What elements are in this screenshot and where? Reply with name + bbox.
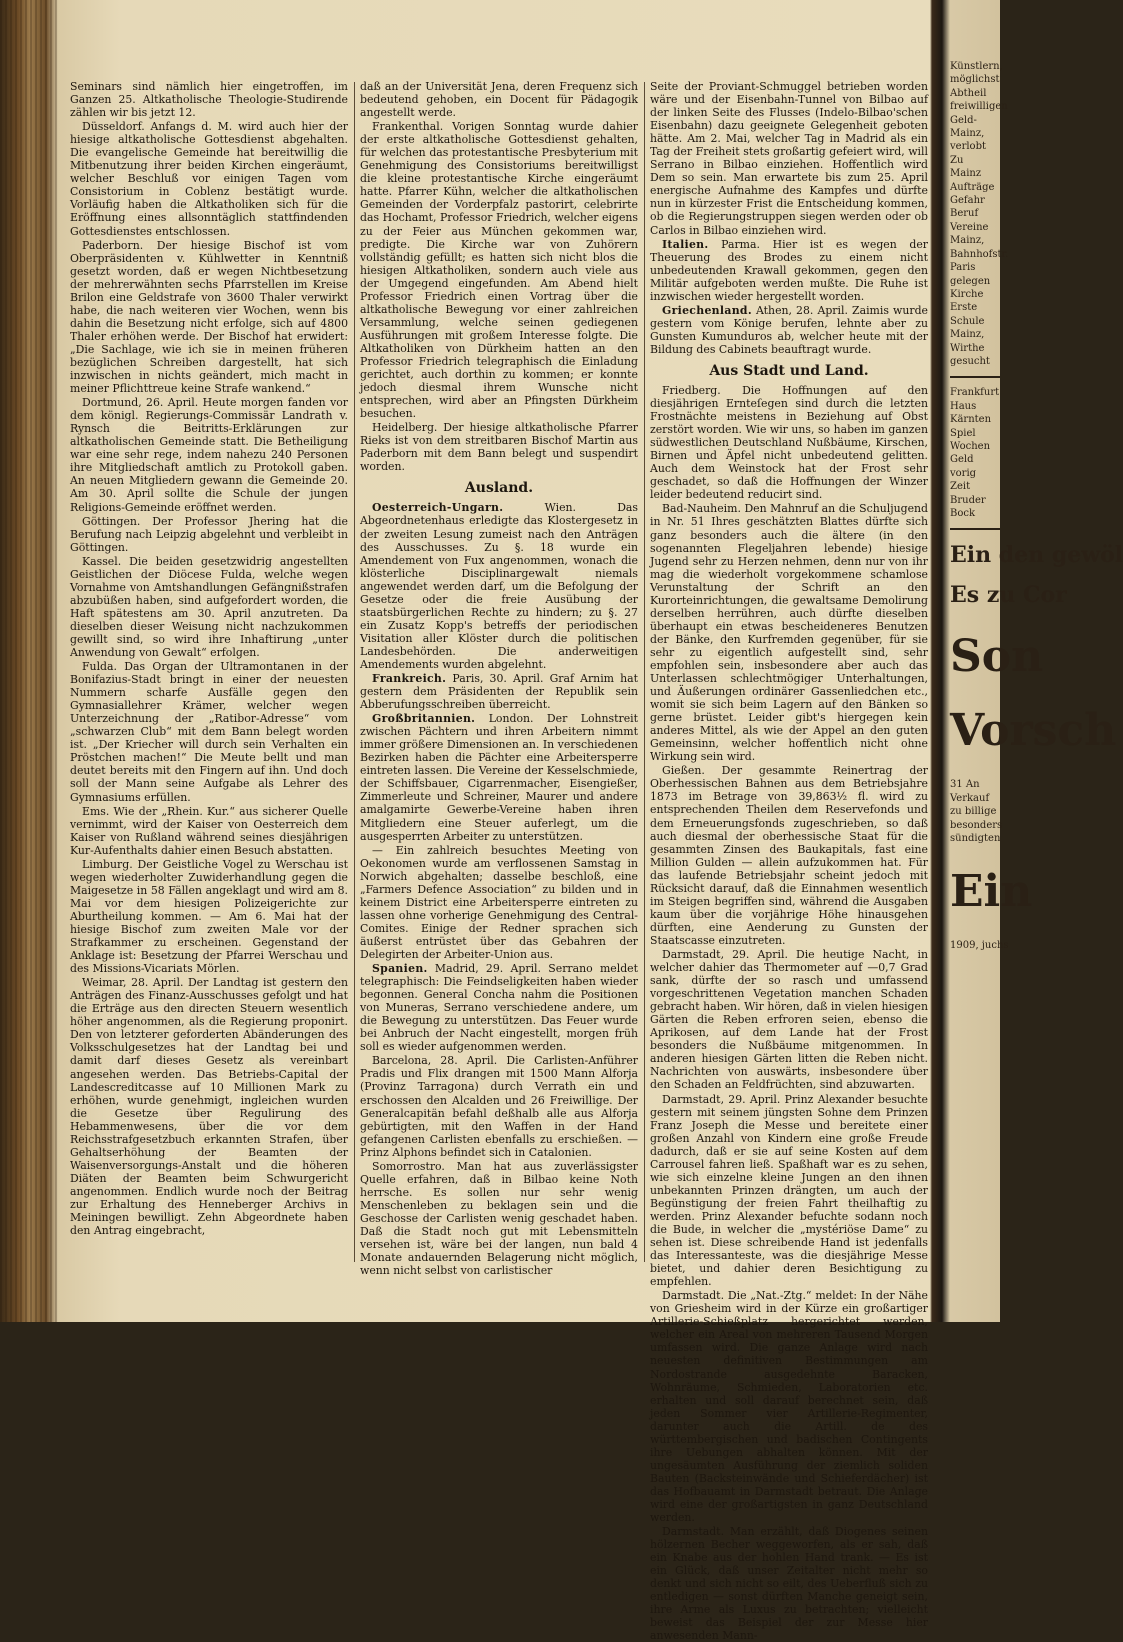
fragment-big-heading: Son (950, 631, 1044, 683)
fragment-line: gesucht (950, 355, 990, 367)
column-2 (360, 80, 639, 1278)
fragment-line: Zeit (950, 481, 971, 493)
country-heading: Oesterreich-Ungarn. (372, 501, 504, 515)
column-rule (354, 82, 355, 1262)
foreign-news-item (360, 962, 638, 1053)
local-news-paragraph: Bad-Nauheim. Den Mahnruf an die Schuljugend in Nr. 51 Ihres geschätzten Blattes dürfte sich ganz besonders auch die ältere (in den sogenannten Flegeljahren lebende) hiesige Jugend sehr zu Herzen nehmen, denn nur von ihr mag die wiederholt vorgekommene schamlose Verunstaltung der Schrift an den Kurorteinrichtungen, die gewaltsame Demolirung derselben herrühren, auch dürfte dieselben überhaupt ein etwas bescheideneres Benutzen der Bänke, den Kurfremden gegenüber, für sie sehr zu eigentlich aufgestellt sind, sehr empfohlen sein, insbesondere aber auch das Unterlassen schlechtmögiger Unterhaltungen, und Äußerungen ordinärer Gassenliedchen etc., womit sie sich beim Lagern auf den Bänken so gerne brüstet. Leider gibt's hiergegen kein anderes Mittel, als wie der Appel an den guten Gemeinsinn, welcher hoffentlich nicht ohne Wirkung sein wird. (650, 502, 928, 764)
local-news-paragraph: Darmstadt. Die „Nat.-Ztg.“ meldet: In der Nähe von Griesheim wird in der Kürze ein großartiger Artillerie-Schießplatz hergerichtet werden, welcher ein Areal von mehreren Tausend Morgen umfassen wird. Die ganze Anlage wird nach neuesten definitiven Bestimmungen am Nordostrande ausgedehnte Baracken, Wohnräume, Schmieden, Laboratorien etc. erhalten und soll darauf berechnet sein, daß jeden Sommer vier Artillerie-Regimenter, darunter auch die Artill. de des württembergischen und badischen Contingents ihre Uebungen abhalten können. Mit der ungesäumten Ausführung der ziemlich soliden Bauten (Backsteinwände und Schieferdächer) ist das Hofbauamt in Darmstadt betraut. Die Anlage wird eine der großartigsten in ganz Deutschland werden. (650, 1289, 928, 1525)
foreign-news-item (650, 304, 928, 356)
fragment-line: Haus (950, 400, 977, 412)
article-paragraph: Ems. Wie der „Rhein. Kur.“ aus sicherer Quelle vernimmt, wird der Kaiser von Oesterreich dem Kaiser von Rußland während seines diesjährigen Kur-Aufenthalts dahier einen Besuch abstatten. (70, 804, 348, 857)
section-heading-stadt-und-land: Aus Stadt und Land. (709, 362, 869, 379)
foreign-news-item (360, 844, 638, 961)
fragment-line: Verkauf (950, 792, 990, 804)
column-1 (70, 80, 348, 1270)
news-text: Paris, 30. April. Graf Arnim hat gestern dem Präsidenten der Republik sein Abberufungsschreiben überreicht. (360, 672, 638, 712)
fragment-line: sündigten (950, 833, 1001, 845)
fragment-line: Zu (950, 154, 964, 166)
news-text: Barcelona, 28. April. Die Carlisten-Anführer Pradis und Flix drangen mit 1500 Mann Alforja (Provinz Tarragona) durch Verrath ein und erschossen den Alcalden und 26 Freiwillige. Der Generalcapitän befahl deßhalb alle aus Alforja gebürtigten, mit den Waffen in der Hand gefangenen Carlisten ebenfalls zu erschießen. — Prinz Alphons befindet sich in Catalonien. (360, 1054, 638, 1159)
fragment-line: Bahnhofstr. (950, 248, 1009, 260)
fragment-line: freiwilligen (950, 101, 1008, 113)
local-news-paragraph: Darmstadt. Man erzählt, daß Diogenes seinen hölzernen Becher weggeworfen, als er sah, daß ein Knabe aus der hohlen Hand trank. — Es ist ein Glück, daß unser Zeitalter nicht mehr so denkt und sich nicht so eilt, des Ueberfluß sich zu entledigen — sonst dürften Manche geneigt sein, ihre Arme als Luxus zu betrachten; vielleicht beweist das Beispiel der zur Messe hier anwesenden Mann- (650, 1525, 928, 1642)
fragment-line: Kärnten (950, 414, 992, 426)
fragment-heading: Ein den gewöl (950, 542, 1123, 569)
news-text: Parma. Hier ist es wegen der Theuerung des Brodes zu einem nicht unbedeutenden Krawall gekommen, gegen den Militär aufgeboten werden mußte. Die Ruhe ist inzwischen wieder hergestellt worden. (650, 237, 928, 303)
section-heading-ausland: Ausland. (464, 480, 534, 497)
fragment-line: besonders (950, 819, 1003, 831)
fragment-line: Abtheil (950, 87, 987, 99)
foreign-news-item (360, 1160, 638, 1277)
fragment-line: Aufträge (950, 181, 995, 193)
divider (950, 528, 1000, 530)
fragment-line: Spiel (950, 427, 976, 439)
country-heading: Griechenland. (662, 303, 752, 317)
article-paragraph: Seminars sind nämlich hier eingetroffen, im Ganzen 25. Altkatholische Theologie-Studirende zählen wir bis jetzt 12. (70, 80, 348, 120)
country-heading: Spanien. (372, 962, 428, 976)
news-text: London. Der Lohnstreit zwischen Pächtern und ihren Arbeitern nimmt immer größere Dimensionen an. In verschiedenen Bezirken haben die Pächter eine Arbeitersperre eintreten lassen. Die Vereine der Kesselschmiede, der Schiffsbauer, Cigarrenmacher, Eisengießer, Zimmerleute und Schreiner, Maurer und andere amalgamirte Gewerbe-Vereine haben ihren Mitgliedern eine Steuer auferlegt, um die ausgesperrten Arbeiter zu unterstützen. (360, 712, 638, 843)
fragment-line: zu billige (950, 806, 997, 818)
article-paragraph: Düsseldorf. Anfangs d. M. wird auch hier der hiesige altkatholische Gottesdienst abgehalten. Die evangelische Gemeinde hat bereitwillig die Mitbenutzung ihrer beiden Kirchen eingeräumt, welcher Beschluß vor einigen Tagen vom Consistorium in Coblenz bestätigt wurde. Vorläufig haben die Altkatholiken sich für die Eröffnung eines allsonntäglich stattfindenden Gottesdienstes entschlossen. (70, 120, 348, 238)
adjacent-page-edge (950, 60, 1123, 1300)
fragment-big-heading: Ein (950, 866, 1033, 918)
fragment-line: Mainz, (950, 329, 985, 341)
country-heading: Großbritannien. (372, 712, 476, 726)
fragment-line: Gefahr (950, 195, 985, 207)
country-heading: Italien. (662, 237, 709, 251)
column-3 (650, 80, 928, 1642)
news-text: Somorrostro. Man hat aus zuverlässigster Quelle erfahren, daß in Bilbao keine Noth herrsche. Es sollen nur sehr wenig Menschenleben zu beklagen sein und die Geschosse der Carlisten wenig geschadet haben. Daß die Stadt noch gut mit Lebensmitteln versehen ist, wäre bei der langen, nun bald 4 Monate andauernden Belagerung nicht möglich, wenn nicht selbst von carlistischer (360, 1159, 638, 1278)
fragment-line: Schule (950, 315, 985, 327)
news-text: Madrid, 29. April. Serrano meldet telegraphisch: Die Feindseligkeiten haben wieder begonnen. General Concha nahm die Positionen von Muneras, Serrano verschiedene andere, um die Bewegung zu unterstützen. Das Feuer wurde bei Anbruch der Nacht eingestellt, morgen früh soll es wieder aufgenommen werden. (360, 962, 638, 1054)
foreign-news-item (360, 712, 638, 842)
fragment-line: Beruf (950, 208, 979, 220)
fragment-line: Bock (950, 508, 976, 519)
fragment-line: 31 An (950, 779, 980, 791)
foreign-news-item (360, 1054, 638, 1158)
country-heading: Frankreich. (372, 672, 447, 686)
article-paragraph: daß an der Universität Jena, deren Frequenz sich bedeutend gehoben, ein Docent für Pädagogik angestellt werde. (360, 80, 638, 120)
fragment-heading: Es zu Cor (950, 582, 1067, 609)
fragment-line: Wirthe (950, 342, 985, 354)
fragment-line: Mainz, (950, 235, 985, 247)
divider (950, 376, 1000, 378)
article-paragraph: Dortmund, 26. April. Heute morgen fanden vor dem königl. Regierungs-Commissär Landrath v. Rynsch die Beitritts-Erklärungen zur altkatholischen Gemeinde statt. Die Betheiligung war eine sehr rege, indem nahezu 240 Personen ihre Mitgliedschaft amtlich zu Protokoll gaben. An neuen Mitgliedern gewann die Gemeinde 20. Am 30. April sollte die Schule der jungen Religions-Gemeinde eröffnet werden. (70, 396, 348, 514)
article-paragraph: Göttingen. Der Professor Jhering hat die Berufung nach Leipzig abgelehnt und verbleibt in Göttingen. (70, 514, 348, 554)
fragment-line: Kirche (950, 288, 984, 300)
fragment-line: Geld- (950, 114, 977, 126)
news-text: Wien. Das Abgeordnetenhaus erledigte das Klostergesetz in der zweiten Lesung zumeist nach den Anträgen des Ausschusses. Zu §. 18 wurde ein Amendement von Fux angenommen, wonach die klösterliche Disciplinargewalt niemals angewendet werden darf, um die Befolgung der Gesetze oder die freie Ausübung der staatsbürgerlichen Rechte zu hindern; zu §. 27 ein Zusatz Kopp's betreffs der periodischen Visitation aller Klöster durch die politischen Landesbehörden. Die anderweitigen Amendements wurden abgelehnt. (360, 501, 639, 671)
fragment-line: Wochen (950, 440, 991, 452)
fragment-line: möglichst (950, 74, 1000, 86)
fragment-line: Mainz, (950, 128, 985, 140)
article-paragraph: Heidelberg. Der hiesige altkatholische Pfarrer Rieks ist von dem streitbaren Bischof Martin aus Paderborn mit dem Bann belegt und suspendirt worden. (360, 421, 638, 474)
foreign-news-item (360, 672, 638, 711)
article-paragraph: Limburg. Der Geistliche Vogel zu Werschau ist wegen wiederholter Zuwiderhandlung gegen die Maigesetze in 58 Fällen angeklagt und wird am 8. Mai vor dem hiesigen Polizeigerichte zur Aburtheilung kommen. — Am 6. Mai hat der hiesige Bischof zum zweiten Male vor der Strafkammer zu erscheinen. Gegenstand der Anklage ist: Besetzung der Pfarrei Werschau und des Missions-Vicariats Mörlen. (70, 857, 348, 976)
column-rule (644, 82, 645, 1262)
fragment-line: Mainz (950, 168, 982, 180)
fragment-line: gelegen (950, 275, 991, 287)
article-paragraph: Kassel. Die beiden gesetzwidrig angestellten Geistlichen der Diöcese Fulda, welche wegen Vornahme von Amtshandlungen Gefängnißstrafen abzubüßen haben, sind aufgefordert worden, die Haft spätestens am 30. April anzutreten. Da dieselben dieser Weisung nicht nachzukommen gewillt sind, so wird ihre Inhaftirung „unter Anwendung von Gewalt“ erfolgen. (70, 554, 348, 660)
fragment-line: Frankfurt (950, 387, 1000, 399)
local-news-paragraph: Gießen. Der gesammte Reinertrag der Oberhessischen Bahnen aus dem Betriebsjahre 1873 im Betrage von 39,863½ fl. wird zu entsprechenden Theilen dem Reservefonds und dem Erneuerungsfonds zugeschrieben, so daß auch diesmal der oberhessische Staat für die gesammten Zinsen des Baukapitals, fast eine Million Gulden — allein aufzukommen hat. Für das laufende Betriebsjahr scheint jedoch mit Rücksicht darauf, daß die Einnahmen wesentlich im Steigen begriffen sind, während die Ausgaben kaum über die vorjährige Höhe hinausgehen dürften, eine Aenderung zu Gunsten der Staatscasse einzutreten. (650, 764, 928, 947)
fragment-big-heading: Vorsch (950, 705, 1117, 757)
fragment-line: 1909, juchs (950, 940, 1009, 952)
foreign-news-item (360, 501, 638, 671)
article-paragraph: Seite der Proviant-Schmuggel betrieben worden wäre und der Eisenbahn-Tunnel von Bilbao auf der linken Seite des Flusses (Indelo-Bilbao'schen Eisenbahn) dazu geeignete Gelegenheit geboten hätte. Am 2. Mai, welcher Tag in Madrid als ein Tag der Freiheit stets großartig gefeiert wird, will Serrano in Bilbao einziehen. Hoffentlich wird Dem so sein. Man erwartete bis zum 25. April energische Aufnahme des Kampfes und dürfte nun in kürzester Frist die Entscheidung kommen, ob die Regierungstruppen siegen werden oder ob Carlos in Bilbao einziehen wird. (650, 80, 928, 237)
book-spine (0, 0, 58, 1322)
foreign-news-item (650, 238, 928, 303)
article-paragraph: Weimar, 28. April. Der Landtag ist gestern den Anträgen des Finanz-Ausschusses gefolgt und hat die Erträge aus den directen Steuern wesentlich höher angenommen, als die Regierung proponirt. Den von letzterer geforderten Abänderungen des Volksschulgesetzes hat der Landtag bei und damit darf dieses Gesetz als vereinbart angesehen werden. Das Betriebs-Capital der Landescreditcasse auf 10 Millionen Mark zu erhöhen, wurde genehmigt, ingleichen wurden die Gesetze über Regulirung des Hebammenwesens, über die vor dem Reichsstrafgesetzbuch erkannten Strafen, über Gehaltserhöhung der Beamten der Waisenversorgungs-Anstalt und die höheren Diäten der Beamten beim Schwurgericht angenommen. Endlich wurde noch der Beitrag zur Erhaltung des Henneberger Archivs in Meiningen bewilligt. Zehn Abgeordnete haben den Antrag eingebracht, (70, 976, 348, 1238)
article-paragraph: Paderborn. Der hiesige Bischof ist vom Oberpräsidenten v. Kühlwetter in Kenntniß gesetzt worden, daß er wegen Nichtbesetzung der mehrerwähnten sechs Pfarrstellen im Kreise Brilon eine Geldstrafe von 3600 Thaler verwirkt habe, die nach weiteren vier Wochen, wenn bis dahin die Besetzung nicht erfolge, sich auf 4800 Thaler erhöhen werde. Der Bischof hat erwidert: „Die Sachlage, wie ich sie in meinen früheren bezüglichen Schreiben dargestellt, hat sich inzwischen in nichts geändert, mich macht in meiner Pflichttreue keine Strafe wankend.“ (70, 238, 348, 396)
newspaper-page (70, 80, 928, 1642)
fragment-line: Geld (950, 454, 974, 466)
fragment-line: verlobt (950, 141, 986, 153)
article-paragraph: Frankenthal. Vorigen Sonntag wurde dahier der erste altkatholische Gottesdienst gehalten, für welchen das protestantische Presbyterium mit Genehmigung des Consistoriums bereitwilligst die kleine protestantische Kirche eingeräumt hatte. Pfarrer Kühn, welcher die altkatholischen Gemeinden der Vorderpfalz pastorirt, celebrirte das Hochamt, Professor Friedrich, welcher eigens zu der Feier aus München gekommen war, predigte. Die Kirche war von Zuhörern vollständig gefüllt; es hatten sich nicht blos die hiesigen Altkatholiken, sondern auch viele aus der Umgegend eingefunden. Am Abend hielt Professor Friedrich einen Vortrag über die altkatholische Bewegung vor einer zahlreichen Versammlung, welche seinen gediegenen Ausführungen mit großem Interesse folgte. Die Altkatholiken von Dürkheim hatten an den Professor Friedrich telegraphisch die Einladung gerichtet, auch dorthin zu kommen; er konnte jedoch diesmal ihrem Wunsche nicht entsprechen, wird aber an Pfingsten Dürkheim besuchen. (360, 120, 638, 421)
news-text: — Ein zahlreich besuchtes Meeting von Oekonomen wurde am verflossenen Samstag in Norwich abgehalten; dasselbe beschloß, eine „Farmers Defence Association“ zu bilden und in keinem District eine Arbeitersperre eintreten zu lassen ohne vorherige Genehmigung des Central-Comites. Einige der Redner sprachen sich äußerst entrüstet über das Gebahren der Delegirten der Arbeiter-Union aus. (360, 843, 638, 961)
fragment-line: Künstlern, (950, 61, 1003, 72)
article-paragraph: Fulda. Das Organ der Ultramontanen in der Bonifazius-Stadt bringt in einer der neuesten Nummern scharfe Ausfälle gegen den Gymnasiallehrer Krämer, welcher wegen Unterzeichnung der „Ratibor-Adresse“ vom „schwarzen Club“ mit dem Bann belegt worden ist. „Der Kriecher will durch sein Verhalten ein Pröstchen machen!“ Die Meute bellt und man deutet bereits mit den Fingern auf ihn. Und doch soll der Mann seine Aufgabe als Lehrer des Gymnasiums erfüllen. (70, 660, 348, 804)
fragment-line: vorig (950, 467, 977, 479)
local-news-paragraph: Darmstadt, 29. April. Die heutige Nacht, in welcher dahier das Thermometer auf —0,7 Grad sank, dürfte der so rasch und umfassend vorgeschrittenen Vegetation manchen Schaden gebracht haben. Wir hören, daß in vielen hiesigen Gärten die Reben erfroren seien, ebenso die Aprikosen, auf dem Lande hat der Frost besonders die Nußbäume mitgenommen. In anderen hiesigen Gärten litten die Reben nicht. Nachrichten von auswärts, insbesondere über den Schaden an Feldfrüchten, sind abzuwarten. (650, 948, 928, 1092)
news-text: Athen, 28. April. Zaimis wurde gestern vom Könige berufen, lehnte aber zu Gunsten Kumunduros ab, welcher heute mit der Bildung des Cabinets beauftragt wurde. (650, 303, 928, 356)
fragment-line: Paris (950, 262, 976, 274)
fragment-line: Erste (950, 302, 978, 314)
local-news-paragraph: Friedberg. Die Hoffnungen auf den diesjährigen Ernteſegen sind durch die letzten Frostnächte meistens in Beziehung auf Obst zerstört worden. Wie wir uns, so haben im ganzen südwestlichen Deutschland Nußbäume, Kirschen, Birnen und Äpfel nicht unbedeutend gelitten. Auch dem Weinstock hat der Frost sehr geschadet, so daß die Hoffnungen der Winzer leider bedeutend reducirt sind. (650, 383, 928, 502)
fragment-line: Bruder (950, 494, 986, 506)
local-news-paragraph: Darmstadt, 29. April. Prinz Alexander besuchte gestern mit seinem jüngsten Sohne dem Prinzen Franz Joseph die Messe und bereitete einer großen Anzahl von Kindern eine große Freude dadurch, daß er sie auf seine Kosten auf dem Carrousel fahren ließ. Spaßhaft war es zu sehen, wie sich einzelne kleine Jungen an den ihnen unbekannten Prinzen drängten, um auch der Begünstigung der freien Fahrt theilhaftig zu werden. Prinz Alexander befuchte sodann noch die Bude, in welcher die „mystériöse Dame“ zu sehen ist. Diese schreibende Hand ist jedenfalls das Interessanteste, was die diesjährige Messe bietet, und dahier deren Besichtigung zu empfehlen. (650, 1092, 928, 1289)
fragment-line: Vereine (950, 221, 989, 233)
